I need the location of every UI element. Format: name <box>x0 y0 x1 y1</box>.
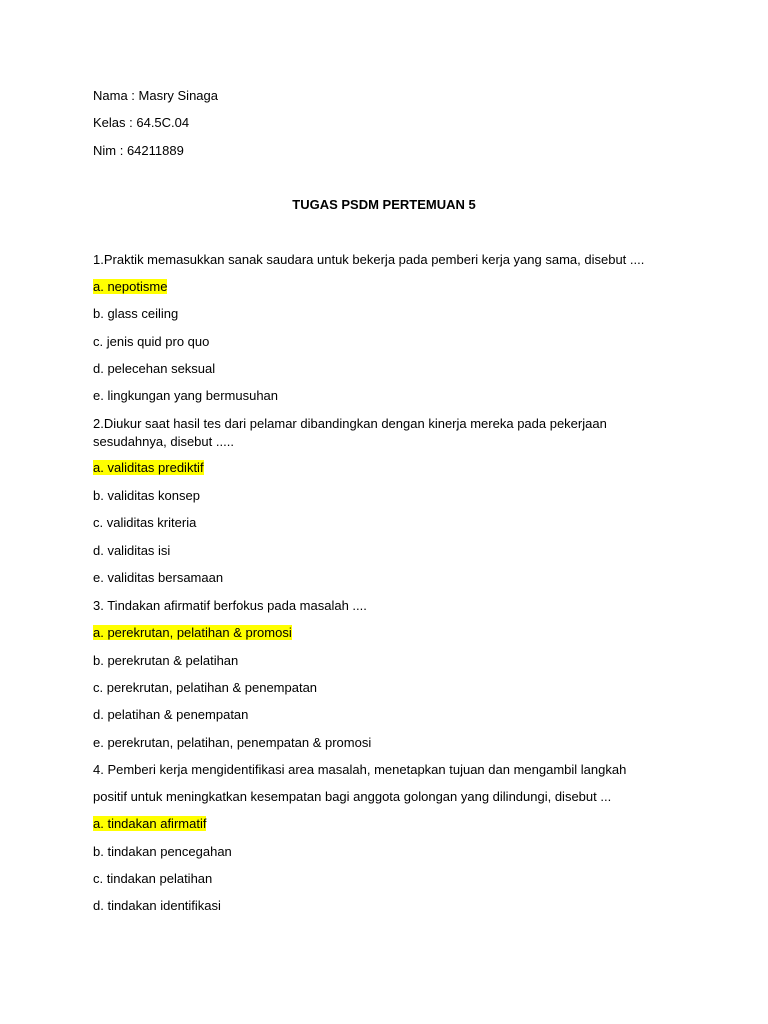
question-3-option-c: c. perekrutan, pelatihan & penempatan <box>93 680 318 695</box>
question-1-text: 1.Praktik memasukkan sanak saudara untuk bekerja pada pemberi kerja yang sama, disebut .... <box>93 252 645 267</box>
question-4-option-b: b. tindakan pencegahan <box>93 844 232 859</box>
question-4-answer <box>93 816 206 832</box>
question-3-answer <box>93 625 292 641</box>
question-2-option-d: d. validitas isi <box>93 543 171 558</box>
question-1-option-b: b. glass ceiling <box>93 306 179 321</box>
question-1-option-e: e. lingkungan yang bermusuhan <box>93 388 279 403</box>
question-4-text-line-1: 4. Pemberi kerja mengidentifikasi area masalah, menetapkan tujuan dan mengambil langkah <box>93 762 627 777</box>
student-name: Nama : Masry Sinaga <box>93 88 218 103</box>
answer-highlight: a. nepotisme <box>93 279 168 294</box>
answer-highlight: a. perekrutan, pelatihan & promosi <box>93 625 292 640</box>
question-2-option-c: c. validitas kriteria <box>93 515 197 530</box>
answer-highlight: a. tindakan afirmatif <box>93 816 207 831</box>
question-2-text-line-2: sesudahnya, disebut ..... <box>93 434 234 449</box>
question-3-option-b: b. perekrutan & pelatihan <box>93 653 239 668</box>
student-nim: Nim : 64211889 <box>93 143 184 158</box>
student-class: Kelas : 64.5C.04 <box>93 115 190 130</box>
document-title: TUGAS PSDM PERTEMUAN 5 <box>292 197 476 212</box>
question-3-text: 3. Tindakan afirmatif berfokus pada masalah .... <box>93 598 367 613</box>
question-3-option-d: d. pelatihan & penempatan <box>93 707 249 722</box>
question-1-answer <box>93 279 167 295</box>
answer-highlight: a. validitas prediktif <box>93 460 204 475</box>
question-2-option-b: b. validitas konsep <box>93 488 200 503</box>
question-4-option-c: c. tindakan pelatihan <box>93 871 213 886</box>
question-4-option-d: d. tindakan identifikasi <box>93 898 221 913</box>
question-1-option-c: c. jenis quid pro quo <box>93 334 210 349</box>
question-1-option-d: d. pelecehan seksual <box>93 361 216 376</box>
question-2-answer <box>93 460 204 476</box>
question-3-option-e: e. perekrutan, pelatihan, penempatan & promosi <box>93 735 372 750</box>
question-4-text-line-2: positif untuk meningkatkan kesempatan bagi anggota golongan yang dilindungi, disebut ... <box>93 789 612 804</box>
question-2-option-e: e. validitas bersamaan <box>93 570 224 585</box>
question-2-text-line-1: 2.Diukur saat hasil tes dari pelamar dibandingkan dengan kinerja mereka pada pekerjaan <box>93 416 607 431</box>
